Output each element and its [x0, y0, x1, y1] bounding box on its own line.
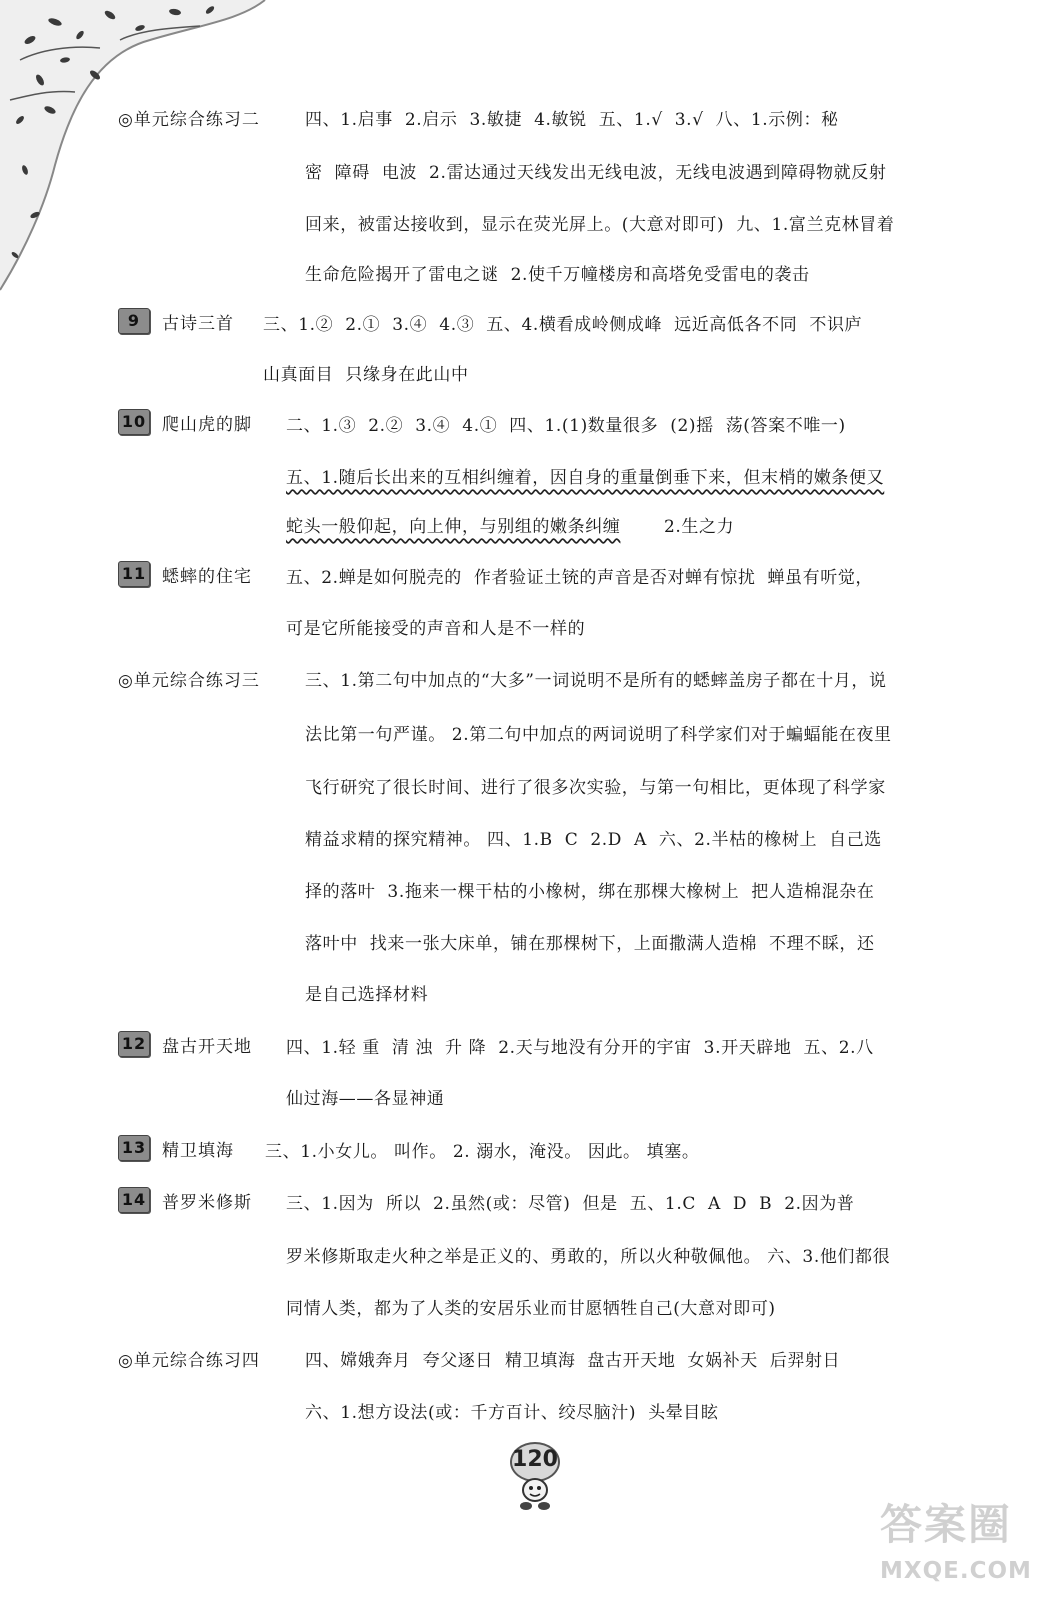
- lesson-number-badge: 10: [118, 409, 150, 435]
- entry-title: 精卫填海: [162, 1140, 234, 1161]
- answer-line: 三、1.第二句中加点的“大多”一词说明不是所有的蟋蟀盖房子都在十月，说: [305, 671, 887, 691]
- lesson-number-badge: 12: [118, 1031, 150, 1057]
- answer-line: 飞行研究了很长时间、进行了很多次实验，与第一句相比，更体现了科学家: [305, 778, 886, 798]
- entry-title: ◎单元综合练习二: [118, 110, 260, 130]
- entry-title: 盘古开天地: [162, 1036, 252, 1057]
- answer-line: 仙过海——各显神通: [286, 1089, 445, 1109]
- answer-line: 罗米修斯取走火种之举是正义的、勇敢的，所以火种敬佩他。 六、3.他们都很: [286, 1247, 891, 1267]
- answer-line: 四、1.启事 2.启示 3.敏捷 4.敏锐 五、1.√ 3.√ 八、1.示例：秘: [305, 110, 839, 130]
- entry-heading: [118, 1346, 260, 1371]
- answer-line: 生命危险揭开了雷电之谜 2.使千万幢楼房和高塔免受雷电的袭击: [305, 265, 810, 285]
- answer-line: 六、1.想方设法(或：千方百计、绞尽脑汁) 头晕目眩: [305, 1403, 719, 1423]
- lesson-number-badge: 11: [118, 561, 150, 587]
- watermark-logo: 答案圈: [880, 1500, 1013, 1549]
- answer-line: 回来，被雷达接收到，显示在荧光屏上。(大意对即可) 九、1.富兰克林冒着: [305, 215, 895, 235]
- answer-line-underlined: 五、1.随后长出来的互相纠缠着，因自身的重量倒垂下来，但末梢的嫩条便又: [286, 468, 885, 488]
- lesson-number-badge: 14: [118, 1187, 150, 1213]
- answer-line: 法比第一句严谨。 2.第二句中加点的两词说明了科学家们对于蝙蝠能在夜里: [305, 725, 892, 745]
- entry-title: ◎单元综合练习三: [118, 671, 260, 691]
- answer-line: 同情人类，都为了人类的安居乐业而甘愿牺牲自己(大意对即可): [286, 1299, 776, 1319]
- answer-line: 是自己选择材料: [305, 985, 429, 1005]
- entry-heading: [118, 1187, 252, 1213]
- lesson-number-badge: 13: [118, 1135, 150, 1161]
- answer-line: 三、1.② 2.① 3.④ 4.③ 五、4.横看成岭侧成峰 远近高低各不同 不识庐: [263, 315, 863, 335]
- mascot-icon: [512, 1474, 558, 1512]
- watermark-url: MXQE.COM: [880, 1558, 1032, 1584]
- answer-line: 三、1.小女儿。 叫作。 2. 溺水，淹没。 因此。 填塞。: [265, 1142, 700, 1162]
- answer-line: 精益求精的探究精神。 四、1.B C 2.D A 六、2.半枯的橡树上 自己选: [305, 830, 882, 850]
- entry-heading: [118, 1135, 234, 1161]
- answer-line: 山真面目 只缘身在此山中: [263, 365, 469, 385]
- page-number: 120: [512, 1447, 558, 1472]
- answer-line: 落叶中 找来一张大床单，铺在那棵树下，上面撒满人造棉 不理不睬，还: [305, 934, 875, 954]
- entry-title: 普罗米修斯: [162, 1192, 252, 1213]
- entry-title: 爬山虎的脚: [162, 414, 252, 435]
- answer-line: 择的落叶 3.拖来一棵干枯的小橡树，绑在那棵大橡树上 把人造棉混杂在: [305, 882, 875, 902]
- entry-heading: [118, 105, 260, 130]
- answer-line: 2.生之力: [664, 517, 735, 537]
- entry-title: ◎单元综合练习四: [118, 1351, 260, 1371]
- answer-line: 密 障碍 电波 2.雷达通过天线发出无线电波，无线电波遇到障碍物就反射: [305, 163, 887, 183]
- answer-line: 三、1.因为 所以 2.虽然(或：尽管) 但是 五、1.C A D B 2.因为普: [286, 1194, 855, 1214]
- entry-heading: [118, 308, 234, 334]
- entry-title: 古诗三首: [162, 313, 234, 334]
- entry-title: 蟋蟀的住宅: [162, 566, 252, 587]
- entry-heading: [118, 666, 260, 691]
- entry-heading: [118, 409, 252, 435]
- entry-heading: [118, 1031, 252, 1057]
- answer-line: 可是它所能接受的声音和人是不一样的: [286, 619, 586, 639]
- answer-line: 二、1.③ 2.② 3.④ 4.① 四、1.(1)数量很多 (2)摇 荡(答案不唯一): [286, 416, 846, 436]
- answer-line: 五、2.蝉是如何脱壳的 作者验证土铳的声音是否对蝉有惊扰 蝉虽有听觉，: [286, 568, 874, 588]
- corner-leaf-decoration: [0, 0, 275, 295]
- answer-line-underlined: 蛇头一般仰起，向上伸，与别组的嫩条纠缠: [286, 517, 621, 537]
- answer-line: 四、嫦娥奔月 夸父逐日 精卫填海 盘古开天地 女娲补天 后羿射日: [305, 1351, 841, 1371]
- answer-line: 四、1.轻 重 清 浊 升 降 2.天与地没有分开的宇宙 3.开天辟地 五、2.八: [286, 1038, 874, 1058]
- entry-heading: [118, 561, 252, 587]
- lesson-number-badge: 9: [118, 308, 150, 334]
